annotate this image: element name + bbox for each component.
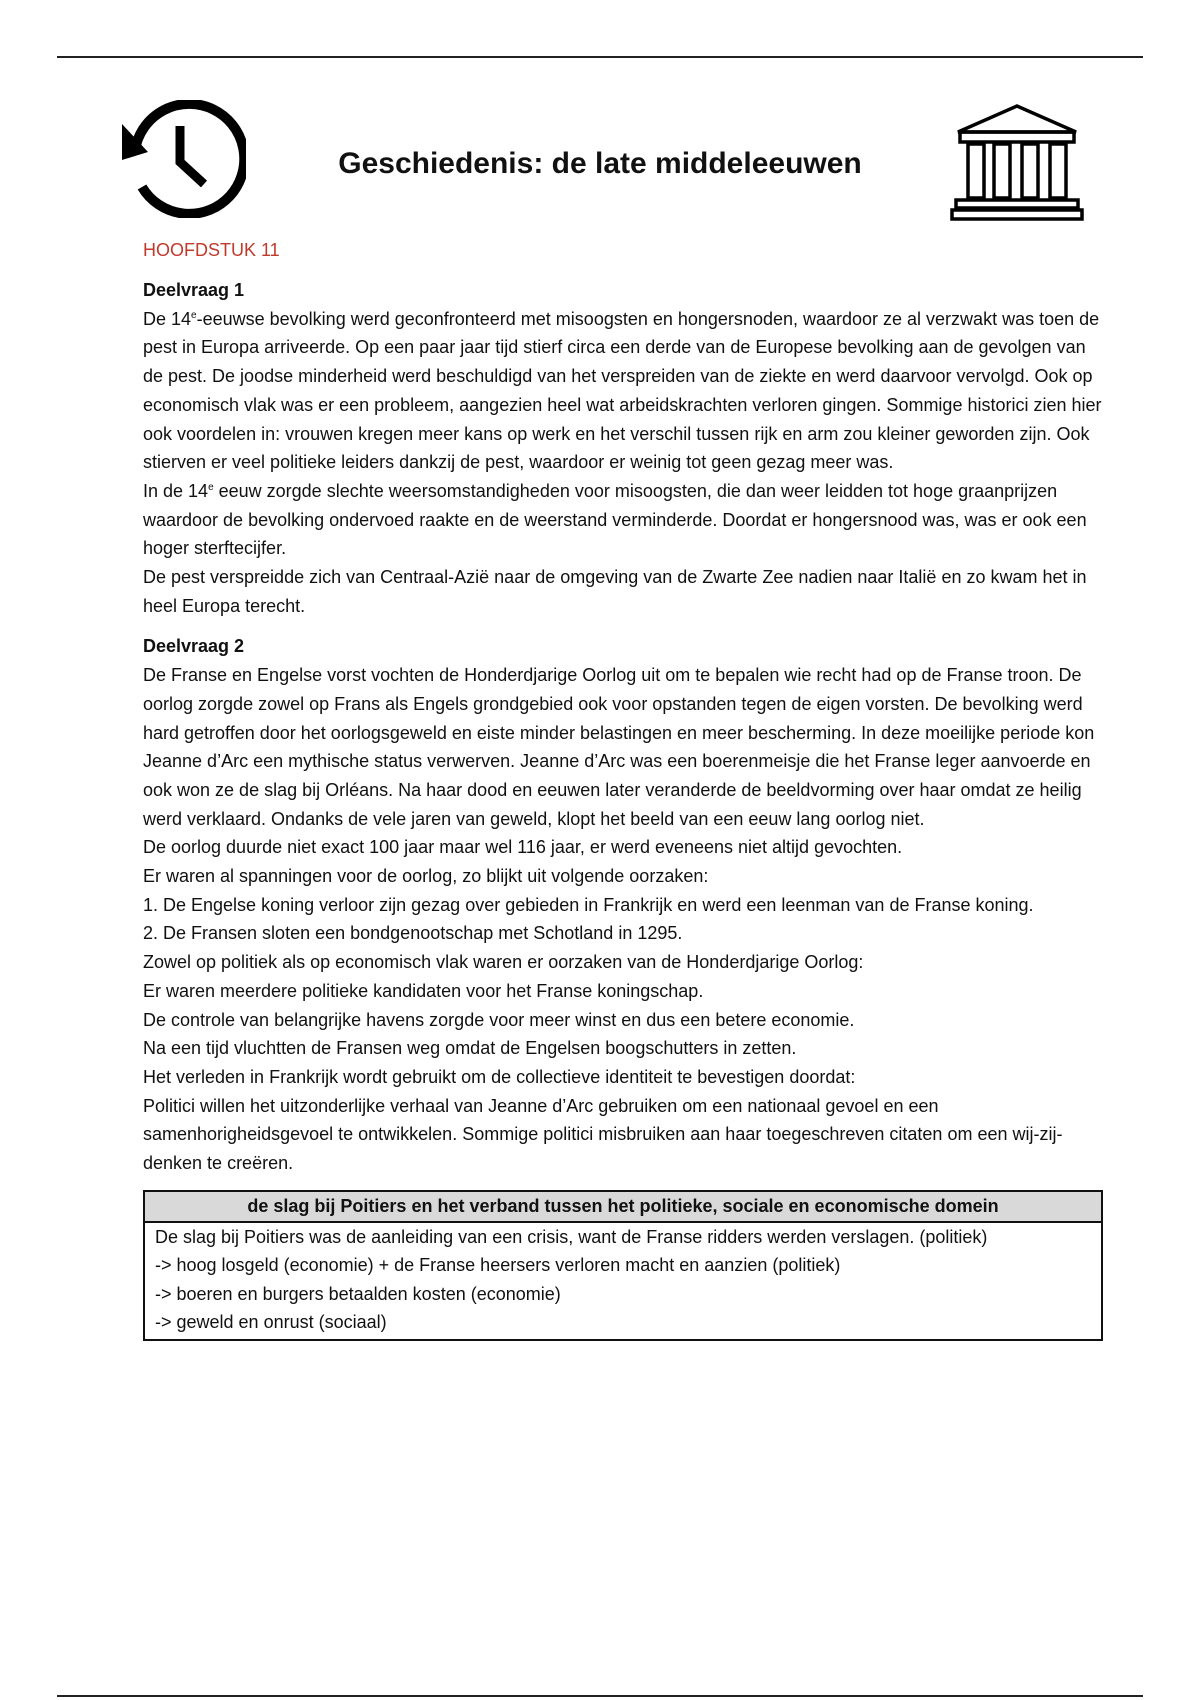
paragraph: 1. De Engelse koning verloor zijn gezag over gebieden in Frankrijk en werd een leenman van de Franse koning. [143, 894, 1034, 915]
top-rule [57, 56, 1143, 58]
paragraph: 2. De Fransen sloten een bondgenootschap met Schotland in 1295. [143, 923, 683, 944]
bottom-rule [57, 1695, 1143, 1697]
summary-line: -> boeren en burgers betaalden kosten (economie) [155, 1283, 561, 1304]
page-title: Geschiedenis: de late middeleeuwen [338, 147, 862, 180]
paragraph: Er waren al spanningen voor de oorlog, zo blijkt uit volgende oorzaken: [143, 866, 709, 887]
section-deelvraag-2 [143, 632, 1103, 1177]
paragraph: Zowel op politiek als op economisch vlak waren er oorzaken van de Honderdjarige Oorlog: [143, 952, 864, 973]
summary-box [143, 1190, 1103, 1341]
classical-building-icon [950, 102, 1084, 222]
paragraph: De 14e-eeuwse bevolking werd geconfronteerd met misoogsten en hongersnoden, waardoor ze al verzwakt was toen de pest in Europa arriveerde. Op een paar jaar tijd stierf circa een derde van de Europese bevolking aan de gevolgen van de pest. De joodse minderheid werd beschuldigd van het verspreiden van de ziekte en werd daarvoor vervolgd. Ook op economisch vlak was er een probleem, aangezien heel wat arbeidskrachten verloren gingen. Sommige historici zien hier ook voordelen in: vrouwen kregen meer kans op werk en het verschil tussen rijk en arm zou kleiner geworden zijn. Ook stierven er veel politieke leiders dankzij de pest, waardoor er weinig tot geen gezag meer was. [143, 308, 1102, 473]
document-body [143, 236, 1103, 1341]
summary-line: De slag bij Poitiers was de aanleiding van een crisis, want de Franse ridders werden verslagen. (politiek) [155, 1226, 988, 1247]
paragraph: De controle van belangrijke havens zorgde voor meer winst en dus een betere economie. [143, 1009, 855, 1030]
paragraph: De pest verspreidde zich van Centraal-Azië naar de omgeving van de Zwarte Zee nadien naar Italië en zo kwam het in heel Europa terecht. [143, 567, 1087, 616]
paragraph: In de 14e eeuw zorgde slechte weersomstandigheden voor misoogsten, die dan weer leidden tot hoge graanprijzen waardoor de bevolking ondervoed raakte en de weerstand verminderde. Doordat er hongersnood was, was er ook een hoger sterftecijfer. [143, 480, 1087, 559]
section-heading: Deelvraag 2 [143, 636, 245, 657]
summary-line: -> hoog losgeld (economie) + de Franse heersers verloren macht en aanzien (politiek) [155, 1255, 841, 1276]
paragraph: Politici willen het uitzonderlijke verhaal van Jeanne d’Arc gebruiken om een nationaal gevoel en een samenhorigheidsgevoel te ontwikkelen. Sommige politici misbruiken aan haar toegeschreven citaten om een wij-zij-denken te creëren. [143, 1095, 1063, 1174]
chapter-label: HOOFDSTUK 11 [143, 240, 280, 260]
summary-line: -> geweld en onrust (sociaal) [155, 1312, 387, 1333]
paragraph: Het verleden in Frankrijk wordt gebruikt om de collectieve identiteit te bevestigen doordat: [143, 1066, 856, 1087]
history-clock-icon [122, 100, 246, 218]
paragraph: De Franse en Engelse vorst vochten de Honderdjarige Oorlog uit om te bepalen wie recht had op de Franse troon. De oorlog zorgde zowel op Frans als Engels grondgebied ook voor opstanden tegen de eigen vorsten. De bevolking werd hard getroffen door het oorlogsgeweld en eiste minder belastingen en meer bescherming. In deze moeilijke periode kon Jeanne d’Arc een mythische status verwerven. Jeanne d’Arc was een boerenmeisje die het Franse leger aanvoerde en ook won ze de slag bij Orléans. Na haar dood en eeuwen later veranderde de beeldvorming over haar omdat ze heilig werd verklaard. Ondanks de vele jaren van geweld, klopt het beeld van een eeuw lang oorlog niet. [143, 665, 1095, 829]
section-heading: Deelvraag 1 [143, 280, 245, 300]
paragraph: Er waren meerdere politieke kandidaten voor het Franse koningschap. [143, 980, 704, 1001]
paragraph: De oorlog duurde niet exact 100 jaar maar wel 116 jaar, er werd eveneens niet altijd gevochten. [143, 837, 903, 858]
summary-box-body [145, 1223, 1101, 1339]
paragraph: Na een tijd vluchtten de Fransen weg omdat de Engelsen boogschutters in zetten. [143, 1038, 797, 1059]
summary-box-header: de slag bij Poitiers en het verband tussen het politieke, sociale en economische domein [145, 1192, 1101, 1223]
section-deelvraag-1 [143, 276, 1103, 620]
